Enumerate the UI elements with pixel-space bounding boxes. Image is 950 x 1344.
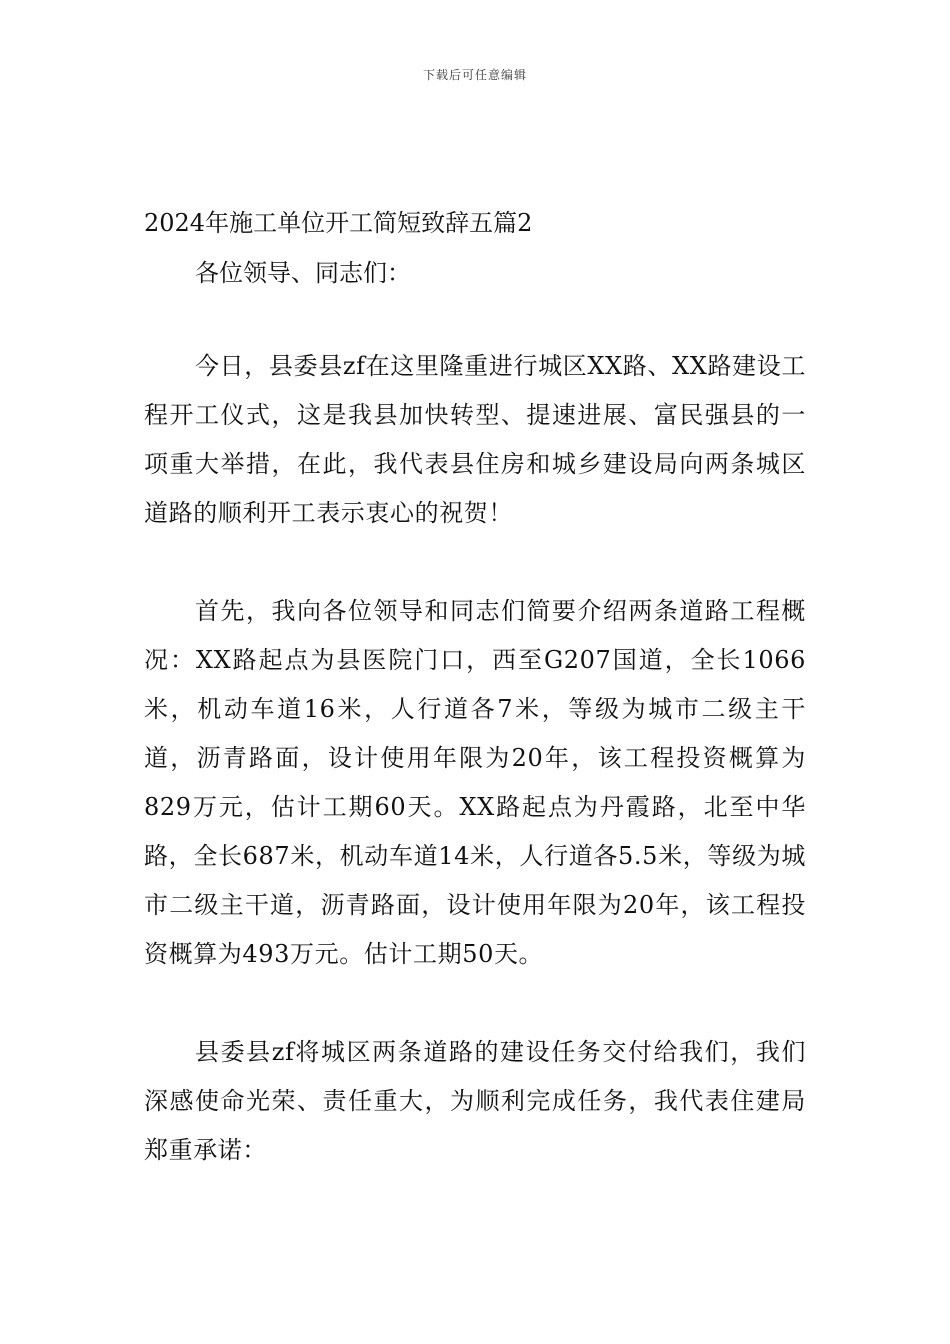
paragraph-1: 今日，县委县zf在这里隆重进行城区XX路、XX路建设工程开工仪式，这是我县加快转型、提速进展、富民强县的一项重大举措，在此，我代表县住房和城乡建设局向两条城区道路的顺利开工表示衷心的祝贺！	[144, 352, 806, 527]
document-body	[144, 203, 806, 1175]
header-note: 下载后可任意编辑	[422, 68, 527, 82]
paragraph-3: 县委县zf将城区两条道路的建设任务交付给我们，我们深感使命光荣、责任重大，为顺利完成任务，我代表住建局郑重承诺：	[144, 1038, 806, 1164]
document-title: 2024年施工单位开工简短致辞五篇2	[144, 209, 533, 237]
paragraph-2: 首先，我向各位领导和同志们简要介绍两条道路工程概况：XX路起点为县医院门口，西至G207国道，全长1066米，机动车道16米，人行道各7米，等级为城市二级主干道，沥青路面，设计使用年限为20年，该工程投资概算为829万元，估计工期60天。XX路起点为丹霞路，北至中华路，全长687米，机动车道14米，人行道各5.5米，等级为城市二级主干道，沥青路面，设计使用年限为20年，该工程投资概算为493万元。估计工期50天。	[144, 597, 806, 968]
greeting: 各位领导、同志们：	[195, 259, 411, 287]
